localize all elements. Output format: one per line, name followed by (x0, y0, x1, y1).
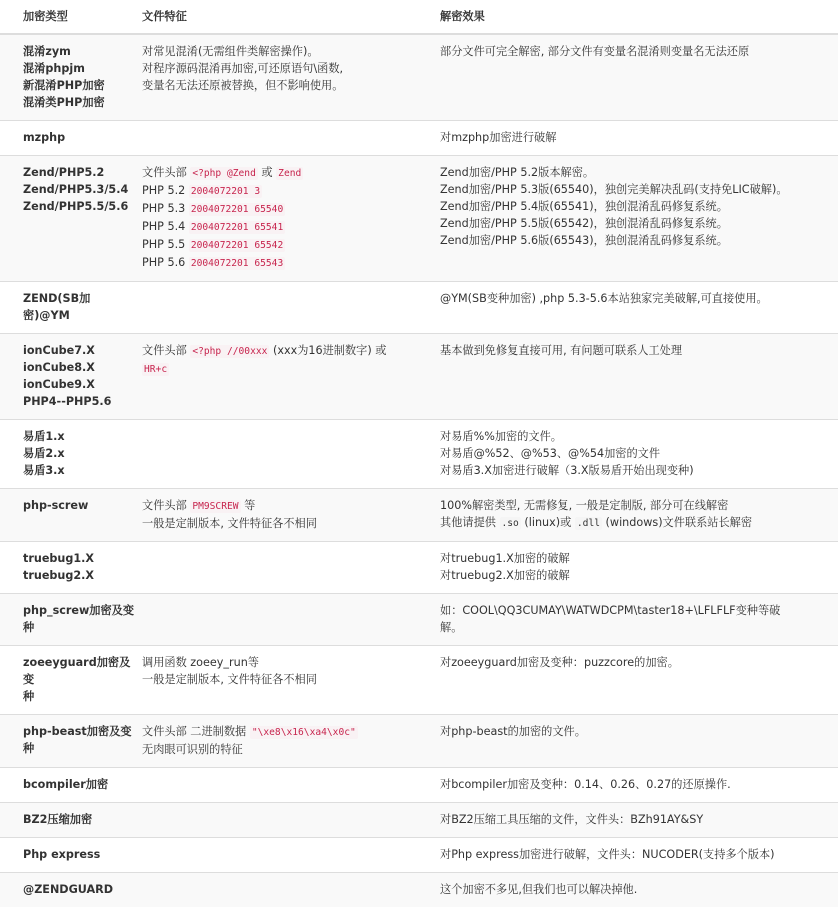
decrypt-effect-cell (440, 768, 838, 803)
decrypt-effect-cell (440, 420, 838, 489)
text-segment: 部分文件可完全解密, 部分文件有变量名混淆则变量名无法还原 (440, 45, 749, 58)
feature-line (142, 200, 434, 218)
text-segment: 文件头部 (142, 499, 190, 512)
file-feature-cell (142, 768, 440, 803)
text-segment: 一般是定制版本, 文件特征各不相同 (142, 517, 317, 530)
feature-line (142, 236, 434, 254)
decrypt-effect-cell (440, 594, 838, 646)
text-segment: 对程序源码混淆再加密,可还原语句\函数, (142, 62, 343, 75)
feature-line (142, 218, 434, 236)
code-snippet: 2004072201 65540 (189, 203, 285, 216)
code-snippet: <?php @Zend (190, 167, 258, 180)
text-segment: 这个加密不多见,但我们也可以解决掉他. (440, 883, 637, 896)
encryption-type-name: Zend/PHP5.5/5.6 (23, 198, 136, 215)
table-row (0, 803, 838, 838)
text-segment: (linux)或 (521, 516, 575, 529)
code-snippet: .dll (575, 517, 602, 530)
feature-line (142, 182, 434, 200)
text-segment: PHP 5.6 (142, 256, 189, 269)
encryption-type-cell (0, 282, 142, 334)
effect-line (440, 129, 832, 146)
encryption-type-name: truebug1.X (23, 550, 136, 567)
text-segment: 等 (241, 499, 256, 512)
text-segment: 文件头部 (142, 344, 190, 357)
encryption-type-cell (0, 646, 142, 715)
table-row (0, 715, 838, 768)
effect-line (440, 619, 832, 636)
effect-line (440, 846, 832, 863)
effect-line (440, 462, 832, 479)
encryption-type-cell (0, 838, 142, 873)
feature-line (142, 654, 434, 671)
text-segment: Zend加密/PHP 5.6版(65543)，独创混淆乱码修复系统。 (440, 234, 728, 247)
text-segment: 对Php express加密进行破解，文件头：NUCODER(支持多个版本) (440, 848, 775, 861)
decrypt-effect-cell (440, 838, 838, 873)
file-feature-cell (142, 715, 440, 768)
encryption-type-cell (0, 420, 142, 489)
encryption-type-cell (0, 34, 142, 121)
text-segment: PHP 5.5 (142, 238, 189, 251)
code-snippet: <?php //00xxx (190, 345, 269, 358)
encryption-type-cell (0, 542, 142, 594)
decrypt-effect-cell (440, 803, 838, 838)
text-segment: 如：COOL\QQ3CUMAY\WATWDCPM\taster18+\LFLFLF变种等破 (440, 604, 780, 617)
decrypt-effect-cell (440, 873, 838, 907)
feature-line (142, 254, 434, 272)
text-segment: 解。 (440, 621, 462, 634)
table-row (0, 334, 838, 420)
table-row (0, 594, 838, 646)
encryption-type-name: 混淆zym (23, 43, 136, 60)
feature-line (142, 43, 434, 60)
feature-line (142, 342, 434, 360)
code-snippet: 2004072201 65541 (189, 221, 285, 234)
text-segment: 对易盾3.X加密进行破解（3.X版易盾开始出现变种) (440, 464, 694, 477)
decrypt-effect-cell (440, 489, 838, 542)
encryption-type-name: Php express (23, 846, 136, 863)
encryption-type-name: 易盾2.x (23, 445, 136, 462)
encryption-type-cell (0, 121, 142, 156)
effect-line (440, 215, 832, 232)
decrypt-effect-cell (440, 282, 838, 334)
effect-line (440, 723, 832, 740)
feature-line (142, 77, 434, 94)
text-segment: 无肉眼可识别的特征 (142, 743, 243, 756)
text-segment: Zend加密/PHP 5.3版(65540)，独创完美解决乱码(支持免LIC破解)。 (440, 183, 788, 196)
table-row (0, 121, 838, 156)
text-segment: 基本做到免修复直接可用, 有问题可联系人工处理 (440, 344, 682, 357)
table-row (0, 768, 838, 803)
text-segment: 变量名无法还原被替换，但不影响使用。 (142, 79, 343, 92)
feature-line (142, 360, 434, 378)
decrypt-effect-cell (440, 34, 838, 121)
header-effect: 解密效果 (440, 0, 838, 34)
code-snippet: .so (500, 517, 521, 530)
file-feature-cell (142, 489, 440, 542)
file-feature-cell (142, 646, 440, 715)
text-segment: Zend加密/PHP 5.4版(65541)，独创混淆乱码修复系统。 (440, 200, 728, 213)
encryption-type-name: ionCube9.X (23, 376, 136, 393)
encryption-type-name: Zend/PHP5.3/5.4 (23, 181, 136, 198)
text-segment: 对bcompiler加密及变种：0.14、0.26、0.27的还原操作. (440, 778, 731, 791)
text-segment: 文件头部 二进制数据 (142, 725, 250, 738)
file-feature-cell (142, 594, 440, 646)
decrypt-effect-cell (440, 334, 838, 420)
encryption-type-name: 种 (23, 688, 136, 705)
text-segment: 或 (258, 166, 276, 179)
encryption-type-cell (0, 715, 142, 768)
feature-line (142, 741, 434, 758)
encryption-type-name: 易盾1.x (23, 428, 136, 445)
text-segment: 对易盾@%52、@%53、@%54加密的文件 (440, 447, 660, 460)
effect-line (440, 497, 832, 514)
file-feature-cell (142, 803, 440, 838)
file-feature-cell (142, 282, 440, 334)
encryption-type-name: 新混淆PHP加密 (23, 77, 136, 94)
table-row (0, 838, 838, 873)
decrypt-effect-cell (440, 156, 838, 282)
code-snippet: "\xe8\x16\xa4\x0c" (250, 726, 358, 739)
header-feature: 文件特征 (142, 0, 440, 34)
encryption-type-name: zoeeyguard加密及变 (23, 654, 136, 688)
decrypt-effect-cell (440, 542, 838, 594)
code-snippet: 2004072201 65543 (189, 257, 285, 270)
encryption-type-name: php_screw加密及变种 (23, 602, 136, 636)
encryption-type-name: PHP4--PHP5.6 (23, 393, 136, 410)
table-row (0, 156, 838, 282)
file-feature-cell (142, 121, 440, 156)
text-segment: 100%解密类型, 无需修复, 一般是定制版, 部分可在线解密 (440, 499, 728, 512)
text-segment: 调用函数 zoeey_run等 (142, 656, 259, 669)
effect-line (440, 290, 832, 307)
text-segment: PHP 5.2 (142, 184, 189, 197)
text-segment: 一般是定制版本, 文件特征各不相同 (142, 673, 317, 686)
effect-line (440, 164, 832, 181)
effect-line (440, 602, 832, 619)
text-segment: 对truebug1.X加密的破解 (440, 552, 570, 565)
encryption-type-cell (0, 334, 142, 420)
text-segment: 其他请提供 (440, 516, 500, 529)
text-segment: 文件头部 (142, 166, 190, 179)
text-segment: 对php-beast的加密的文件。 (440, 725, 586, 738)
encryption-type-cell (0, 803, 142, 838)
encryption-type-cell (0, 768, 142, 803)
encryption-type-cell (0, 489, 142, 542)
effect-line (440, 776, 832, 793)
effect-line (440, 445, 832, 462)
table-row (0, 489, 838, 542)
encryption-type-name: Zend/PHP5.2 (23, 164, 136, 181)
feature-line (142, 497, 434, 515)
file-feature-cell (142, 34, 440, 121)
code-snippet: HR+c (142, 363, 169, 376)
code-snippet: PM9SCREW (190, 500, 240, 513)
encryption-type-name: 混淆phpjm (23, 60, 136, 77)
table-row (0, 873, 838, 907)
encryption-type-name: ZEND(SB加密)@YM (23, 290, 136, 324)
feature-line (142, 60, 434, 77)
code-snippet: 2004072201 65542 (189, 239, 285, 252)
encryption-type-cell (0, 156, 142, 282)
encryption-type-name: ionCube8.X (23, 359, 136, 376)
effect-line (440, 232, 832, 249)
effect-line (440, 342, 832, 359)
encryption-type-name: 易盾3.x (23, 462, 136, 479)
decrypt-effect-cell (440, 646, 838, 715)
text-segment: 对mzphp加密进行破解 (440, 131, 556, 144)
effect-line (440, 198, 832, 215)
table-header-row (0, 0, 838, 34)
encryption-type-name: bcompiler加密 (23, 776, 136, 793)
effect-line (440, 43, 832, 60)
decrypt-effect-cell (440, 121, 838, 156)
feature-line (142, 515, 434, 532)
encryption-type-name: mzphp (23, 129, 136, 146)
file-feature-cell (142, 838, 440, 873)
file-feature-cell (142, 873, 440, 907)
text-segment: 对易盾%%加密的文件。 (440, 430, 562, 443)
text-segment: PHP 5.4 (142, 220, 189, 233)
file-feature-cell (142, 334, 440, 420)
encryption-type-name: truebug2.X (23, 567, 136, 584)
text-segment: 对truebug2.X加密的破解 (440, 569, 570, 582)
encryption-type-cell (0, 873, 142, 907)
encryption-type-name: php-beast加密及变种 (23, 723, 136, 757)
table-row (0, 420, 838, 489)
encryption-type-name: php-screw (23, 497, 136, 514)
encryption-type-name: ionCube7.X (23, 342, 136, 359)
table-row (0, 34, 838, 121)
effect-line (440, 181, 832, 198)
effect-line (440, 428, 832, 445)
feature-line (142, 164, 434, 182)
encryption-type-name: @ZENDGUARD (23, 881, 136, 898)
effect-line (440, 881, 832, 898)
text-segment: 对zoeeyguard加密及变种：puzzcore的加密。 (440, 656, 679, 669)
encryption-type-cell (0, 594, 142, 646)
text-segment: Zend加密/PHP 5.5版(65542)，独创混淆乱码修复系统。 (440, 217, 728, 230)
feature-line (142, 723, 434, 741)
file-feature-cell (142, 420, 440, 489)
code-snippet: Zend (276, 167, 303, 180)
table-row (0, 542, 838, 594)
text-segment: (windows)文件联系站长解密 (602, 516, 752, 529)
text-segment: Zend加密/PHP 5.2版本解密。 (440, 166, 594, 179)
effect-line (440, 567, 832, 584)
table-body (0, 34, 838, 907)
encryption-type-name: BZ2压缩加密 (23, 811, 136, 828)
text-segment: PHP 5.3 (142, 202, 189, 215)
code-snippet: 2004072201 3 (189, 185, 262, 198)
file-feature-cell (142, 542, 440, 594)
encryption-type-name: 混淆类PHP加密 (23, 94, 136, 111)
effect-line (440, 514, 832, 532)
table-row (0, 282, 838, 334)
text-segment: @YM(SB变种加密) ,php 5.3-5.6本站独家完美破解,可直接使用。 (440, 292, 768, 305)
header-type: 加密类型 (0, 0, 142, 34)
text-segment: 对常见混淆(无需组件类解密操作)。 (142, 45, 319, 58)
text-segment: 对BZ2压缩工具压缩的文件，文件头：BZh91AY&SY (440, 813, 703, 826)
effect-line (440, 654, 832, 671)
effect-line (440, 550, 832, 567)
text-segment: (xxx为16进制数字) 或 (269, 344, 386, 357)
file-feature-cell (142, 156, 440, 282)
effect-line (440, 811, 832, 828)
table-row (0, 646, 838, 715)
decrypt-effect-cell (440, 715, 838, 768)
feature-line (142, 671, 434, 688)
